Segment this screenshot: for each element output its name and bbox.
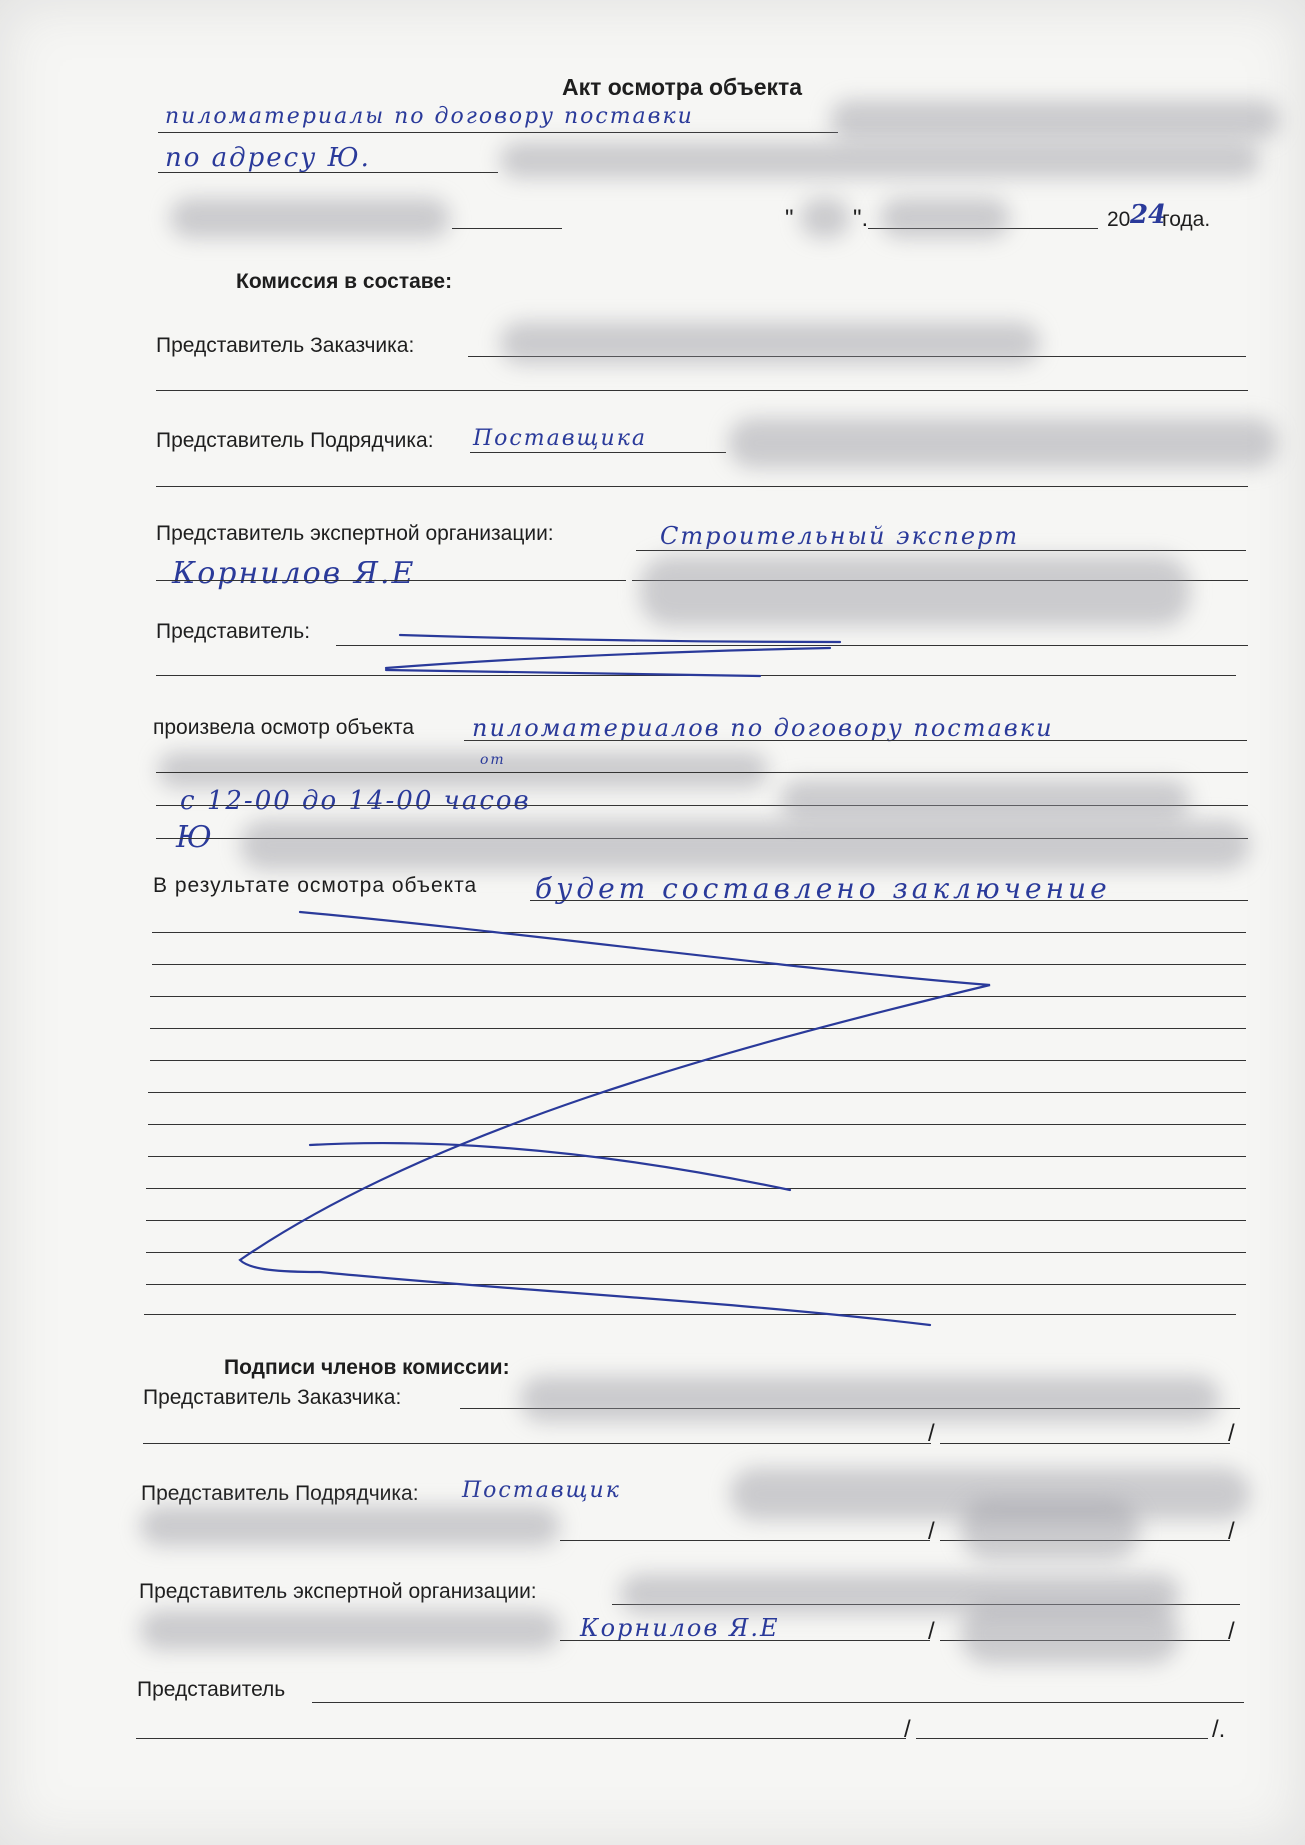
- year-suffix: года.: [1162, 208, 1211, 231]
- inspection-time-handwritten: с 12-00 до 14-00 часов: [180, 786, 531, 816]
- cancel-stroke-result-z: [240, 912, 990, 1325]
- contractor-rep-handwritten: Поставщика: [473, 426, 647, 451]
- cancel-stroke-representative: [400, 635, 840, 642]
- rep-label: Представитель:: [156, 620, 311, 643]
- contractor-rep-label: Представитель Подрядчика:: [156, 429, 434, 452]
- sig-rep-slash: /: [904, 1716, 911, 1743]
- cancel-stroke-representative: [386, 670, 760, 676]
- result-label: В результате осмотра объекта: [153, 874, 478, 897]
- inspection-handwritten: пиломатериалов по договору поставки: [472, 714, 1054, 742]
- sig-expert-handwritten: Корнилов Я.Е: [580, 1614, 780, 1642]
- inspection-address-handwritten: Ю: [176, 820, 214, 855]
- sig-expert-slash-1: /: [928, 1618, 935, 1645]
- date-quote-close: ".: [853, 205, 869, 232]
- expert-name-handwritten: Корнилов Я.Е: [172, 556, 416, 591]
- sig-contractor-slash-1: /: [928, 1518, 935, 1545]
- expert-org-handwritten: Строительный эксперт: [660, 522, 1020, 550]
- year-handwritten: 24: [1130, 200, 1167, 230]
- date-quote-open: ": [785, 205, 794, 232]
- year-prefix: 20: [1107, 208, 1131, 231]
- expert-rep-label: Представитель экспертной организации:: [156, 522, 554, 545]
- subject-handwritten-line1: пиломатериалы по договору поставки: [165, 104, 694, 129]
- sig-contractor-label: Представитель Подрядчика:: [141, 1482, 419, 1505]
- cancel-stroke-result-loop: [310, 1143, 790, 1190]
- customer-rep-label: Представитель Заказчика:: [156, 334, 415, 357]
- sig-expert-slash-2: /: [1228, 1618, 1235, 1645]
- sig-customer-slash-2: /: [1228, 1420, 1235, 1447]
- sig-customer-slash-1: /: [928, 1420, 935, 1447]
- sig-contractor-handwritten: Поставщик: [462, 1478, 621, 1503]
- sig-rep-end-mark: /.: [1212, 1716, 1226, 1743]
- cancel-stroke-representative: [386, 648, 830, 668]
- subject-handwritten-line2: по адресу Ю.: [165, 143, 371, 173]
- sig-expert-label: Представитель экспертной организации:: [139, 1580, 537, 1603]
- result-handwritten: будет составлено заключение: [535, 872, 1111, 905]
- signatures-heading: Подписи членов комиссии:: [224, 1356, 510, 1379]
- sig-contractor-slash-2: /: [1228, 1518, 1235, 1545]
- commission-heading: Комиссия в составе:: [236, 270, 453, 293]
- inspection-from-handwritten: от: [480, 752, 506, 768]
- inspection-label: произвела осмотр объекта: [153, 716, 415, 739]
- sig-rep-label: Представитель: [137, 1678, 286, 1701]
- sig-customer-label: Представитель Заказчика:: [143, 1386, 402, 1409]
- document-title: Акт осмотра объекта: [562, 74, 803, 100]
